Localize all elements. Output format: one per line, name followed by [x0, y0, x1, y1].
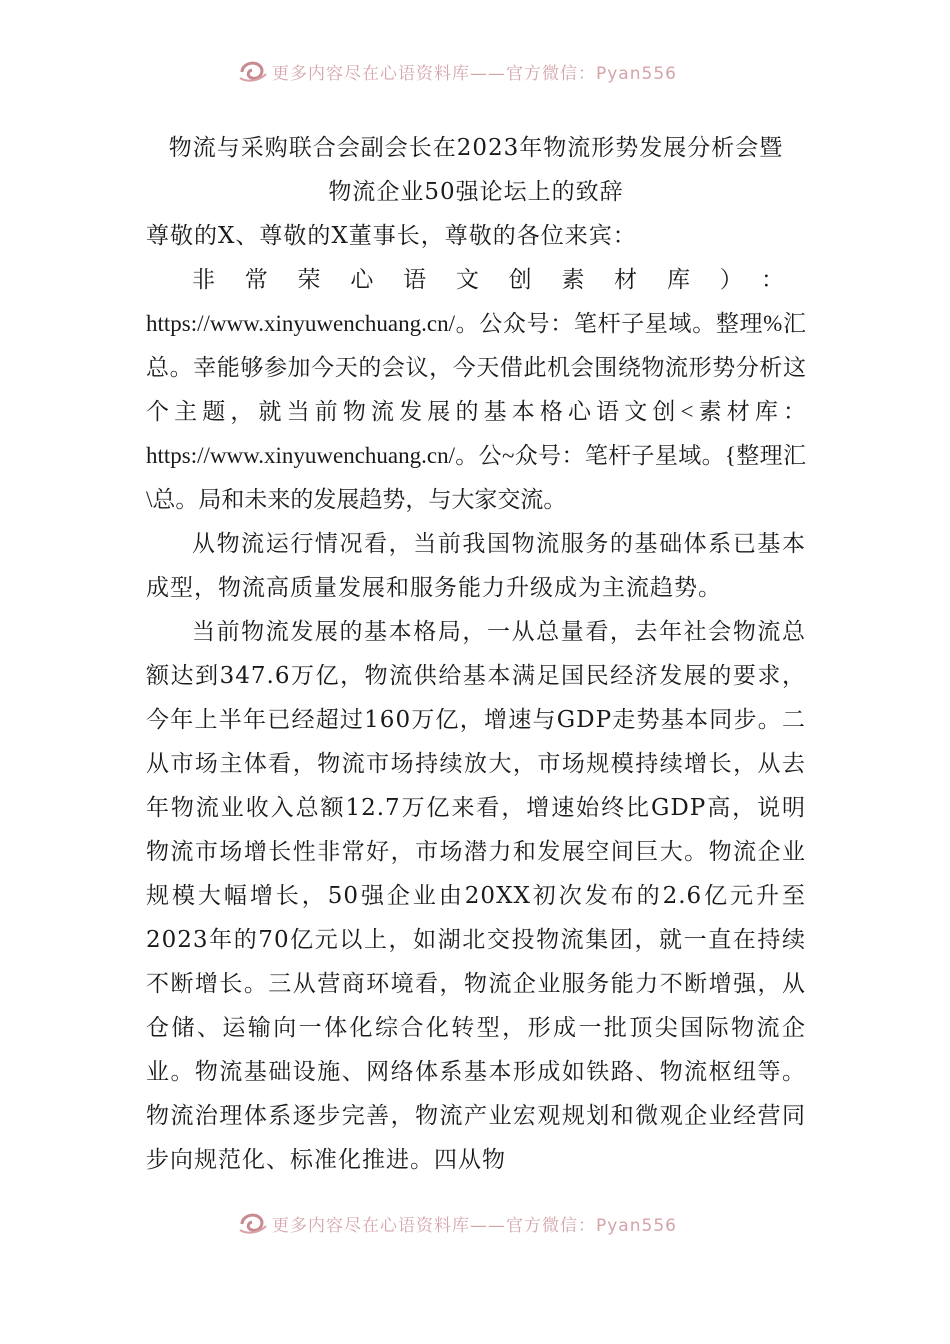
swirl-logo-icon	[238, 58, 268, 84]
paragraph-3: 当前物流发展的基本格局，一从总量看，去年社会物流总额达到347.6万亿，物流供给基本满足国民经济发展的要求，今年上半年已经超过160万亿，增速与GDP走势基本同步。二从市场主体看，物流市场持续放大，市场规模持续增长，从去年物流业收入总额12.7万亿来看，增速始终比GDP高，说明物流市场增长性非常好，市场潜力和发展空间巨大。物流企业规模大幅增长，50强企业由20XX初次发布的2.6亿元升至2023年的70亿元以上，如湖北交投物流集团，就一直在持续不断增长。三从营商环境看，物流企业服务能力不断增强，从仓储、运输向一体化综合化转型，形成一批顶尖国际物流企业。物流基础设施、网络体系基本形成如铁路、物流枢纽等。物流治理体系逐步完善，物流产业宏观规划和微观企业经营同步向规范化、标准化推进。四从物	[146, 619, 806, 1173]
salutation: 尊敬的X、尊敬的X董事长，尊敬的各位来宾：	[146, 223, 637, 249]
paragraph-1-body: https://www.xinyuwenchuang.cn/。公众号：笔杆子星域。整理%汇总。幸能够参加今天的会议，今天借此机会围绕物流形势分析这个主题，就当前物流发展的基本格心语文创<素材库：https://www.xinyuwenchuang.cn/。公~众号：笔杆子星域。{整理汇\总。局和未来的发展趋势，与大家交流。	[146, 311, 806, 512]
paragraph-1	[146, 258, 806, 522]
document-title-line-2: 物流企业50强论坛上的致辞	[328, 179, 624, 205]
paragraph-1-lead: 非常荣心语文创素材库）：	[192, 267, 806, 293]
header-watermark-banner	[238, 56, 758, 86]
swirl-logo-icon	[238, 1210, 268, 1236]
document-title-line-1: 物流与采购联合会副会长在2023年物流形势发展分析会暨	[168, 135, 784, 161]
paragraph-2: 从物流运行情况看，当前我国物流服务的基础体系已基本成型，物流高质量发展和服务能力升级成为主流趋势。	[146, 531, 806, 601]
header-banner-text: 更多内容尽在心语资料库——官方微信：Pyan556	[272, 63, 677, 84]
document-body	[146, 126, 806, 1182]
footer-banner-text: 更多内容尽在心语资料库——官方微信：Pyan556	[272, 1215, 677, 1236]
footer-watermark-banner	[238, 1208, 758, 1238]
